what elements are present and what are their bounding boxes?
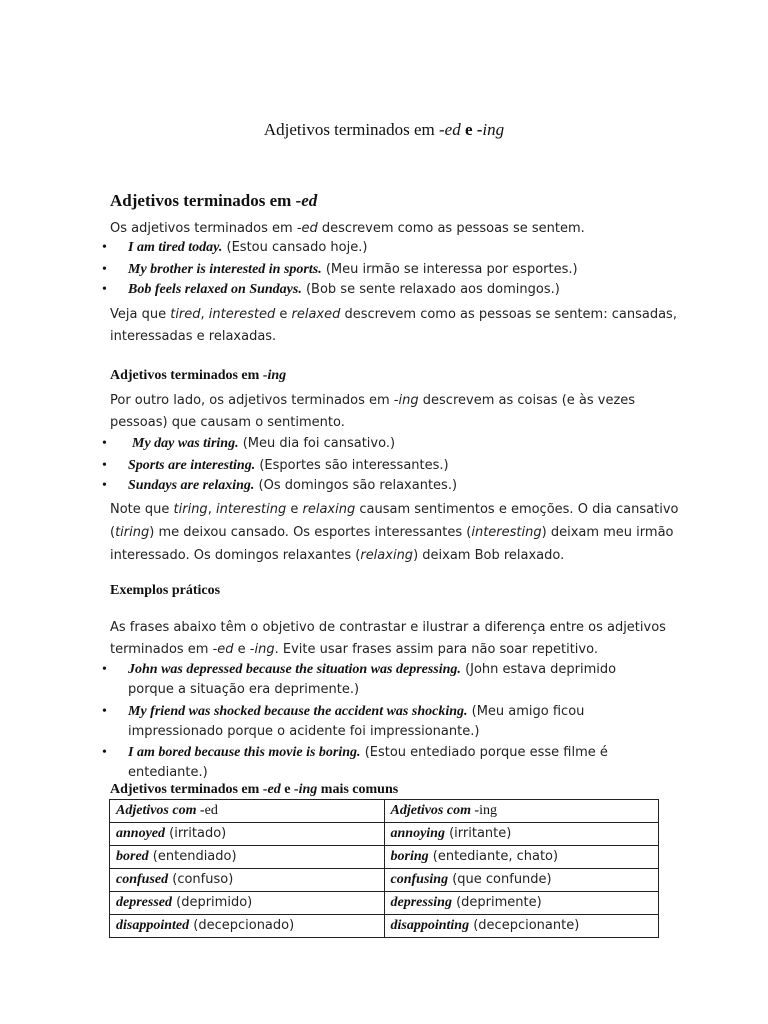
t: e (275, 307, 292, 322)
t: e - (280, 782, 299, 797)
bullet-dot: • (102, 240, 107, 255)
cell-ing (384, 846, 659, 869)
t: annoying (390, 826, 445, 841)
t: (irritante) (444, 826, 512, 841)
bullet-en: Bob feels relaxed on Sundays. (128, 282, 302, 297)
section2-intro-line2: pessoas) que causam o sentimento. (110, 415, 345, 430)
bullet-en: Sundays are relaxing. (128, 478, 255, 493)
t: (entendiado) (148, 849, 237, 864)
bullet-en: My day was tiring. (132, 436, 239, 451)
t: ) deixam Bob relaxado. (413, 548, 565, 563)
bullet-dot: • (102, 662, 107, 677)
list-item (128, 240, 367, 256)
cell-ed (110, 846, 385, 869)
t: e - (233, 642, 255, 657)
t: relaxed (291, 307, 341, 322)
t: (deprimido) (172, 895, 253, 910)
t: relaxing (302, 502, 356, 517)
list-item (128, 262, 578, 278)
list-item (132, 436, 395, 452)
bullet-pt: (Os domingos são relaxantes.) (254, 478, 458, 493)
t: (que confunde) (448, 872, 552, 887)
t: ed (267, 782, 281, 797)
bullet-pt: (Estou entediado porque esse filme é (360, 745, 608, 760)
bullet-dot: • (102, 458, 107, 473)
t: interested (208, 307, 276, 322)
table-row (110, 869, 659, 892)
t: interesting (215, 502, 287, 517)
section1-heading (110, 191, 317, 211)
t: depressed (116, 895, 172, 910)
table-row (110, 846, 659, 869)
list-item (128, 704, 584, 720)
t: confused (116, 872, 169, 887)
bullet-dot: • (102, 478, 107, 493)
bullet-pt: (Bob se sente relaxado aos domingos.) (301, 282, 560, 297)
table-caption (110, 782, 398, 798)
page-title (0, 120, 768, 140)
t: annoyed (116, 826, 165, 841)
bullet-en: My friend was shocked because the accident was shocking. (128, 704, 468, 719)
bullet-pt: (Meu amigo ficou (467, 704, 585, 719)
list-item (128, 662, 616, 678)
t: ing (298, 782, 318, 797)
t: (decepcionado) (189, 918, 295, 933)
t: tired (170, 307, 201, 322)
t: . Evite usar frases assim para não soar repetitivo. (274, 642, 598, 657)
section2-note-line1 (110, 499, 678, 521)
t: disappointed (116, 918, 190, 933)
list-item (128, 745, 608, 761)
t: (entediante, chato) (428, 849, 559, 864)
table-row (110, 823, 659, 846)
bullet-dot: • (102, 262, 107, 277)
section1-note-line2: interessadas e relaxadas. (110, 329, 277, 344)
t: depressing (390, 895, 452, 910)
cell-ed (110, 869, 385, 892)
cell-ing (384, 869, 659, 892)
t: descrevem como as pessoas se sentem: cansadas, (340, 307, 677, 322)
t: terminados em - (110, 642, 218, 657)
bullet-dot: • (102, 436, 107, 451)
title-text: Adjetivos terminados em - (263, 120, 445, 139)
bullet-pt: (John estava deprimido (460, 662, 617, 677)
t: ed (204, 803, 218, 818)
t: (confuso) (168, 872, 234, 887)
bullet-pt: (Meu dia foi cansativo.) (238, 436, 396, 451)
t: Note que (110, 502, 174, 517)
section2-heading (110, 368, 286, 384)
table-header-row (110, 800, 659, 823)
t: (decepcionante) (469, 918, 580, 933)
t: descrevem as coisas (e às vezes (418, 393, 636, 408)
cell-ed (110, 892, 385, 915)
section2-heading-text: Adjetivos terminados em - (110, 368, 268, 383)
t: e (286, 502, 303, 517)
list-item-cont: impressionado porque o acidente foi impressionante.) (128, 724, 480, 739)
cell-ed (110, 823, 385, 846)
t: boring (390, 849, 429, 864)
bullet-en: John was depressed because the situation was depressing. (128, 662, 461, 677)
t: confusing (390, 872, 449, 887)
t: ing (254, 642, 275, 657)
t: Adjetivos terminados em - (110, 782, 268, 797)
s1-intro-b: ed (301, 221, 318, 236)
header-ed (110, 800, 385, 823)
t: ing (398, 393, 419, 408)
t: ( (110, 525, 116, 540)
title-mid: e - (460, 120, 483, 139)
section2-intro-line1 (110, 390, 635, 412)
t: Por outro lado, os adjetivos terminados em - (110, 393, 399, 408)
t: tiring (115, 525, 150, 540)
bullet-en: I am bored because this movie is boring. (128, 745, 361, 760)
s1-intro-c: descrevem como as pessoas se sentem. (317, 221, 585, 236)
bullet-dot: • (102, 745, 107, 760)
list-item (128, 478, 457, 494)
bullet-en: I am tired today. (128, 240, 223, 255)
list-item (128, 458, 449, 474)
t: interesting (471, 525, 542, 540)
t: , (200, 307, 209, 322)
t: tiring (173, 502, 208, 517)
section2-note-line3 (110, 545, 564, 567)
section1-note-line1 (110, 304, 677, 326)
cell-ed (110, 915, 385, 938)
header-ing (384, 800, 659, 823)
title-ing: ing (482, 120, 505, 139)
t: interessado. Os domingos relaxantes ( (110, 548, 361, 563)
section1-heading-suffix: ed (301, 191, 318, 210)
t: ing (479, 803, 498, 818)
t: disappointing (390, 918, 470, 933)
section2-heading-suffix: ing (267, 368, 287, 383)
t: ) me deixou cansado. Os esportes interessantes ( (149, 525, 472, 540)
cell-ing (384, 915, 659, 938)
bullet-pt: (Meu irmão se interessa por esportes.) (321, 262, 578, 277)
section3-intro-line2 (110, 639, 598, 661)
bullet-dot: • (102, 704, 107, 719)
section3-heading: Exemplos práticos (110, 583, 221, 598)
list-item-cont: entediante.) (128, 765, 208, 780)
bullet-dot: • (102, 282, 107, 297)
t: relaxing (360, 548, 414, 563)
cell-ing (384, 892, 659, 915)
bullet-pt: (Estou cansado hoje.) (222, 240, 368, 255)
bullet-en: Sports are interesting. (128, 458, 256, 473)
t: , (207, 502, 216, 517)
t: ed (217, 642, 234, 657)
adjectives-table (109, 799, 659, 938)
t: ) deixam meu irmão (541, 525, 674, 540)
s1-intro-a: Os adjetivos terminados em - (110, 221, 302, 236)
cell-ing (384, 823, 659, 846)
t: Adjetivos com - (390, 803, 480, 818)
t: Adjetivos com - (116, 803, 205, 818)
section2-note-line2 (110, 522, 674, 544)
title-ed: ed (444, 120, 461, 139)
section3-intro-line1: As frases abaixo têm o objetivo de contrastar e ilustrar a diferença entre os adjetivos (110, 620, 666, 635)
t: mais comuns (317, 782, 399, 797)
t: (irritado) (165, 826, 227, 841)
list-item (128, 282, 560, 298)
t: bored (116, 849, 149, 864)
list-item-cont: porque a situação era deprimente.) (128, 682, 360, 697)
bullet-pt: (Esportes são interessantes.) (255, 458, 449, 473)
t: Veja que (110, 307, 171, 322)
t: causam sentimentos e emoções. O dia cansativo (355, 502, 679, 517)
t: (deprimente) (451, 895, 542, 910)
table-row (110, 915, 659, 938)
section1-intro (110, 218, 585, 240)
table-row (110, 892, 659, 915)
bullet-en: My brother is interested in sports. (128, 262, 322, 277)
section1-heading-text: Adjetivos terminados em - (110, 191, 302, 210)
